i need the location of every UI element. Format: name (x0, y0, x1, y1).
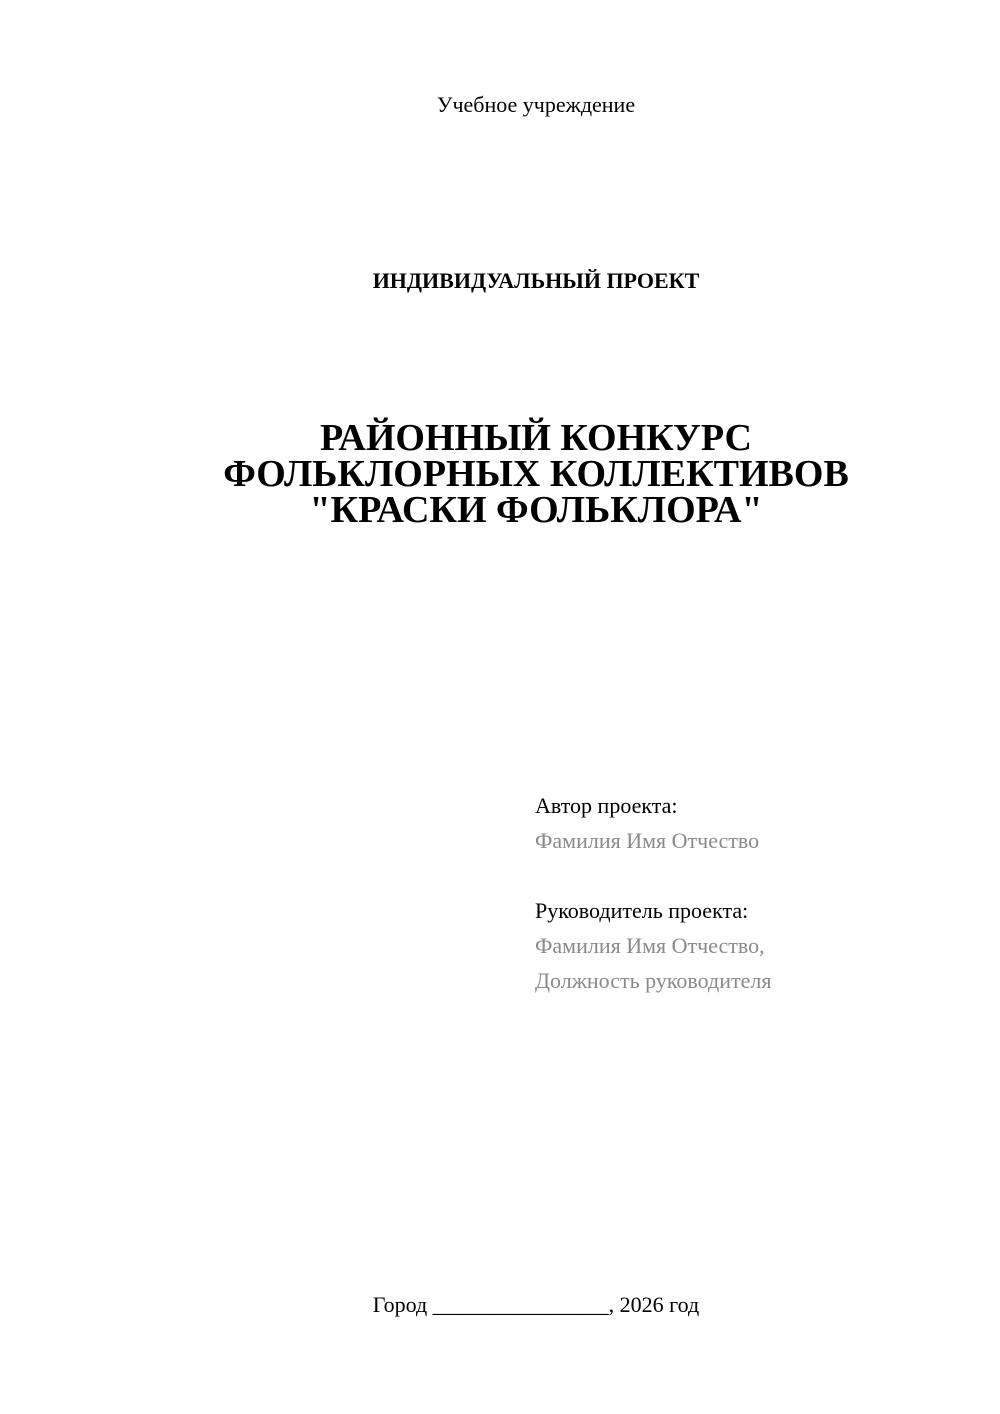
city-label: Город (372, 1292, 428, 1317)
document-type: ИНДИВИДУАЛЬНЫЙ ПРОЕКТ (372, 268, 700, 293)
supervisor-name: Фамилия Имя Отчество, (535, 933, 765, 958)
year-text: , 2026 год (608, 1292, 700, 1317)
project-title-line-2: ФОЛЬКЛОРНЫХ КОЛЛЕКТИВОВ (223, 453, 849, 495)
city-blank-line: ________________ (432, 1292, 609, 1317)
project-info-block (535, 788, 975, 998)
info-spacer (535, 858, 975, 893)
supervisor-label: Руководитель проекта: (535, 898, 749, 923)
project-title-line-1: РАЙОННЫЙ КОНКУРС (320, 417, 752, 459)
supervisor-position: Должность руководителя (535, 968, 772, 993)
institution-name: Учебное учреждение (436, 92, 636, 117)
project-title-line-3: "КРАСКИ ФОЛЬКЛОРА" (309, 489, 763, 531)
author-name: Фамилия Имя Отчество (535, 828, 760, 853)
project-title (0, 417, 1000, 531)
author-label: Автор проекта: (535, 793, 678, 818)
footer-city-year (0, 1290, 1000, 1320)
